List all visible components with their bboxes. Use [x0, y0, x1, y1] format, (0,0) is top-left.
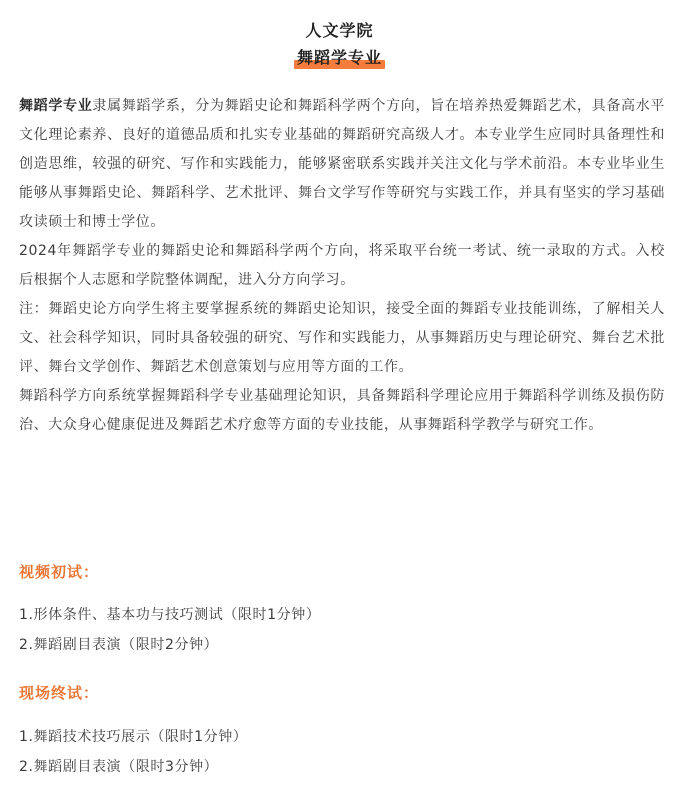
- list-item: 1.形体条件、基本功与技巧测试（限时1分钟）: [19, 607, 321, 623]
- video-round-title: 视频初试：: [19, 563, 100, 581]
- onsite-round-title: 现场终试：: [19, 684, 100, 702]
- intro-body: [19, 92, 665, 440]
- intro-paragraph-1: [19, 92, 665, 237]
- major-title-wrap: [294, 46, 385, 70]
- video-round-list: [19, 600, 320, 660]
- list-item: 2.舞蹈剧目表演（限时2分钟）: [19, 637, 219, 653]
- intro-paragraph-1-text: 隶属舞蹈学系，分为舞蹈史论和舞蹈科学两个方向，旨在培养热爱舞蹈艺术，具备高水平文化理论素养、良好的道德品质和扎实专业基础的舞蹈研究高级人才。本专业学生应同时具备理性和创造思维，较强的研究、写作和实践能力，能够紧密联系实践并关注文化与学术前沿。本专业毕业生能够从事舞蹈史论、舞蹈科学、艺术批评、舞台文学写作等研究与实践工作，并具有坚实的学习基础攻读硕士和博士学位。: [19, 98, 665, 230]
- intro-lead: 舞蹈学专业: [19, 98, 93, 114]
- major-title: 舞蹈学专业: [296, 48, 382, 67]
- intro-paragraph-4: 舞蹈科学方向系统掌握舞蹈科学专业基础理论知识，具备舞蹈科学理论应用于舞蹈科学训练及损伤防治、大众身心健康促进及舞蹈艺术疗愈等方面的专业技能，从事舞蹈科学教学与研究工作。: [19, 388, 665, 433]
- intro-paragraph-3: 注：舞蹈史论方向学生将主要掌握系统的舞蹈史论知识，接受全面的舞蹈专业技能训练，了解相关人文、社会科学知识，同时具备较强的研究、写作和实践能力，从事舞蹈历史与理论研究、舞台艺术批评、舞台文学创作、舞蹈艺术创意策划与应用等方面的工作。: [19, 301, 665, 375]
- list-item: 2.舞蹈剧目表演（限时3分钟）: [19, 759, 219, 775]
- article-header: [0, 18, 679, 70]
- school-title: 人文学院: [305, 21, 374, 40]
- list-item: 1.舞蹈技术技巧展示（限时1分钟）: [19, 729, 248, 745]
- onsite-round-list: [19, 722, 247, 782]
- intro-paragraph-2: 2024年舞蹈学专业的舞蹈史论和舞蹈科学两个方向，将采取平台统一考试、统一录取的方式。入校后根据个人志愿和学院整体调配，进入分方向学习。: [19, 243, 665, 288]
